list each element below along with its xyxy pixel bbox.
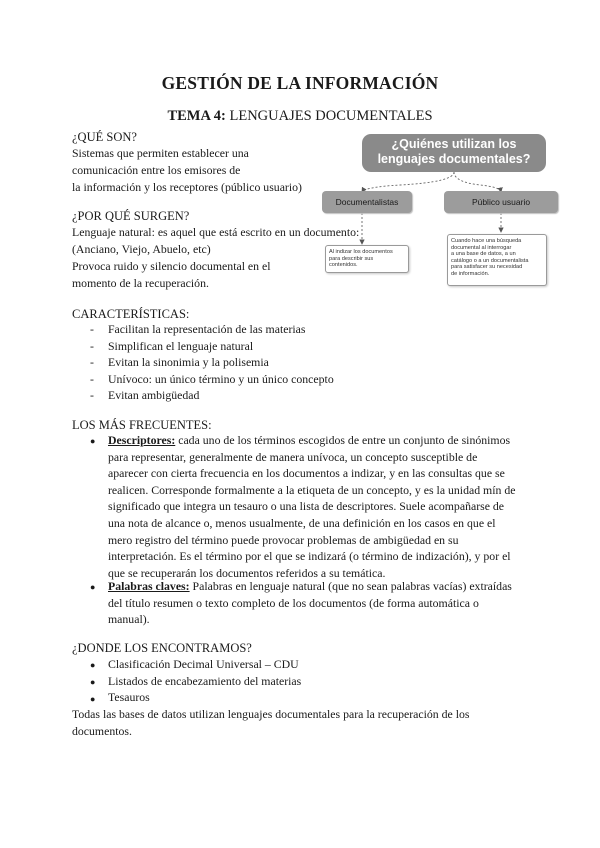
text-line: manual). bbox=[108, 612, 150, 627]
dash-marker: - bbox=[90, 322, 94, 336]
text-line: Todas las bases de datos utilizan lenguajes documentales para la recuperación de los bbox=[72, 707, 470, 721]
box-line: Al indizar los documentos bbox=[329, 249, 393, 255]
caracteristicas-heading: CARACTERÍSTICAS: bbox=[72, 307, 190, 321]
box-documentalistas bbox=[325, 245, 409, 273]
list-item: - Evitan ambigüedad bbox=[90, 388, 200, 402]
text-line: momento de la recuperación. bbox=[72, 276, 209, 290]
text-line: una nota de alcance o, menos usualmente, de una definición en los casos en que el bbox=[108, 515, 496, 530]
caracteristicas-list bbox=[90, 321, 334, 404]
donde-heading: ¿DONDE LOS ENCONTRAMOS? bbox=[72, 641, 252, 655]
text-line: mero registro del término puede provocar problemas de ambigüedad en su bbox=[108, 532, 459, 547]
node-documentalistas: Documentalistas bbox=[322, 191, 412, 213]
box-line: contenidos. bbox=[329, 262, 358, 269]
box-line: documental al interrogar bbox=[451, 244, 512, 251]
que-son-text bbox=[72, 145, 302, 196]
por-que-heading: ¿POR QUÉ SURGEN? bbox=[72, 209, 190, 223]
subtitle-topic-number: TEMA 4: bbox=[167, 108, 226, 124]
bullet-marker: ● bbox=[90, 660, 96, 670]
palabras-label: Palabras claves: bbox=[108, 579, 190, 593]
text-line: Sistemas que permiten establecer una bbox=[72, 146, 249, 160]
list-item: - Facilitan la representación de las materias bbox=[90, 322, 306, 336]
text-line: documentos. bbox=[72, 723, 132, 738]
diagram-title-line: lenguajes documentales? bbox=[377, 152, 531, 166]
bullet-marker: ● bbox=[90, 677, 96, 687]
bullet-marker: ● bbox=[90, 582, 96, 592]
dash-marker: - bbox=[90, 388, 94, 402]
list-item: Clasificación Decimal Universal – CDU bbox=[108, 657, 299, 671]
diagram-title bbox=[362, 134, 546, 172]
descriptores-label: Descriptores: bbox=[108, 433, 176, 447]
donde-closing bbox=[72, 706, 470, 739]
bullet-marker: ● bbox=[90, 694, 96, 704]
box-line: catálogo o a un documentalista bbox=[451, 257, 529, 264]
text-line: comunicación entre los emisores de bbox=[72, 163, 241, 177]
box-publico-usuario bbox=[447, 234, 547, 286]
list-item: - Evitan la sinonimia y la polisemia bbox=[90, 355, 269, 369]
document-subtitle bbox=[0, 108, 600, 125]
list-item: - Unívoco: un único término y un único concepto bbox=[90, 371, 334, 386]
document-title: GESTIÓN DE LA INFORMACIÓN bbox=[161, 73, 439, 93]
box-line: para describir sus bbox=[329, 255, 374, 262]
text-line: Provoca ruido y silencio documental en el bbox=[72, 259, 271, 273]
text-line: que se recuperarán los documentos referidos a su temática. bbox=[108, 565, 386, 580]
que-son-heading: ¿QUÉ SON? bbox=[72, 130, 137, 144]
text-line: del título resumen o texto completo de los documentos (de forma automática o bbox=[108, 595, 479, 610]
descriptores-paragraph: Descriptores: cada uno de los términos escogidos de entre un conjunto de sinónimos para representar, generalmente de manera unívoca, un concepto susceptible de aparecer con cierta frecuencia en los documentos a indizar, y en las consultas que se realicen. Corresponde formalmente a la etiqueta de un concepto, y es la unidad mín de significado que integra un tesauro o una lista de descriptores. Suele acompañarse de una nota de alcance o, menos usualmente, de una definición en los casos en que el mero registro del término puede provocar problemas de ambigüedad en su interpretación. Es el término por el que se indizará (o término de indización), y por el que se recuperarán los documentos referidos a su temática. bbox=[108, 433, 516, 580]
box-line: para satisfacer su necesidad bbox=[451, 264, 523, 271]
node-publico-usuario: Público usuario bbox=[444, 191, 558, 213]
list-item: - Simplifican el lenguaje natural bbox=[90, 338, 254, 353]
subtitle-topic-name: LENGUAJES DOCUMENTALES bbox=[225, 108, 433, 124]
list-item: Tesauros bbox=[108, 690, 150, 704]
diagram-title-line: ¿Quiénes utilizan los bbox=[391, 137, 517, 151]
text-line: interpretación. Es el término por el que se indizará (o término de indización), y por el bbox=[108, 549, 511, 564]
palabras-paragraph: Palabras claves: Palabras en lenguaje natural (que no sean palabras vacías) extraídas del título resumen o texto completo de los documentos (de forma automática o manual). bbox=[108, 579, 512, 627]
box-line: Cuando hace una búsqueda bbox=[451, 238, 522, 244]
text-line: Lenguaje natural: es aquel que está escrito en un documento: bbox=[72, 225, 360, 239]
text-line: significado que integra un tesauro o una lista de descriptores. Suele acompañarse de bbox=[108, 499, 505, 514]
frecuentes-heading: LOS MÁS FRECUENTES: bbox=[72, 418, 212, 432]
dash-marker: - bbox=[90, 355, 94, 369]
text-line: aparecer con cierta frecuencia en los documentos a indizar, y en las consultas que se bbox=[108, 466, 505, 481]
box-line: de información. bbox=[451, 270, 490, 277]
dash-marker: - bbox=[90, 371, 94, 386]
box-line: a una base de datos, a un bbox=[451, 251, 516, 258]
connector-right bbox=[454, 172, 501, 192]
text-line: para representar, generalmente de manera unívoca, un concepto susceptible de bbox=[108, 449, 478, 464]
donde-list bbox=[108, 656, 301, 706]
list-item: Listados de encabezamiento del materias bbox=[108, 673, 302, 688]
text-line: la información y los receptores (público usuario) bbox=[72, 180, 302, 194]
connector-left bbox=[362, 172, 454, 192]
text-line: realicen. Corresponde formalmente a la etiqueta de un concepto, y es la unidad mín de bbox=[108, 482, 516, 497]
text-line: (Anciano, Viejo, Abuelo, etc) bbox=[72, 242, 211, 256]
bullet-marker: ● bbox=[90, 436, 96, 446]
dash-marker: - bbox=[90, 338, 94, 353]
